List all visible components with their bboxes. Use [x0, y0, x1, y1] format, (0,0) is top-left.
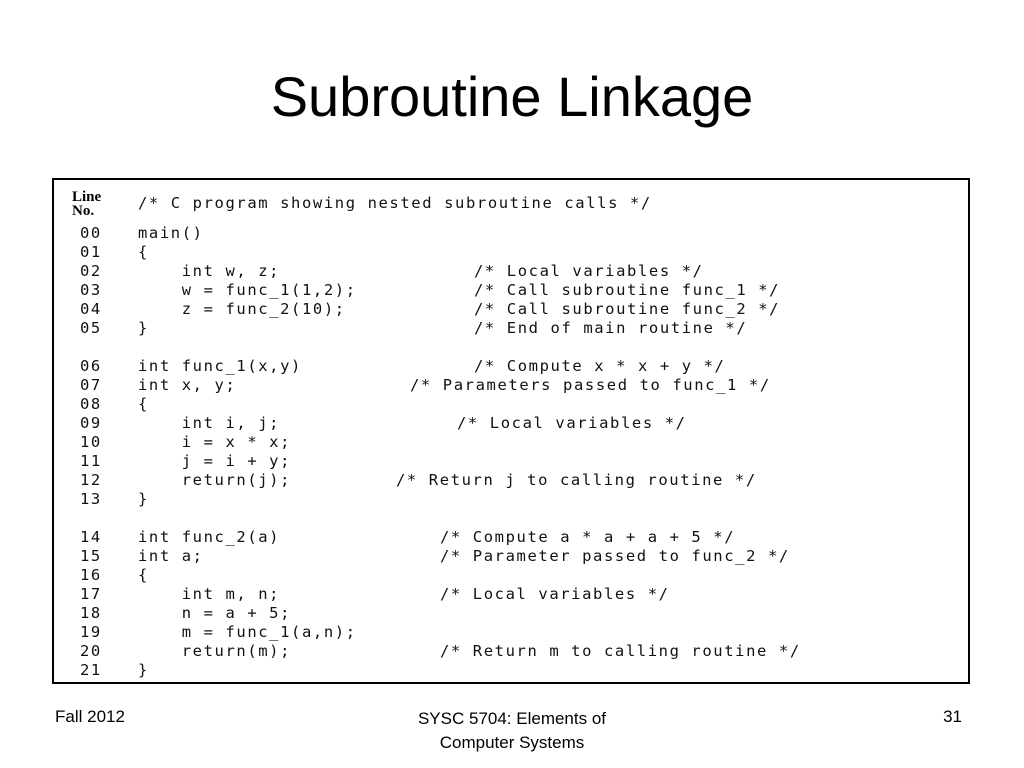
no-header-label: No.	[72, 203, 95, 219]
code-line	[54, 547, 968, 566]
line-comment: /* Local variables */	[474, 262, 704, 280]
line-number: 17	[80, 585, 102, 603]
line-comment: /* Parameter passed to func_2 */	[440, 547, 790, 565]
line-comment: /* Local variables */	[457, 414, 687, 432]
line-number: 00	[80, 224, 102, 242]
line-number: 20	[80, 642, 102, 660]
line-code: }	[138, 490, 149, 508]
line-code: return(m);	[138, 642, 292, 660]
code-line	[54, 661, 968, 680]
code-line	[54, 642, 968, 661]
line-number: 19	[80, 623, 102, 641]
code-line	[54, 471, 968, 490]
code-listing-figure	[52, 178, 970, 684]
line-code: int func_2(a)	[138, 528, 281, 546]
line-header-label: Line	[72, 189, 102, 205]
slide-number: 31	[943, 707, 962, 726]
code-line	[54, 414, 968, 433]
code-line	[54, 395, 968, 414]
code-line	[54, 357, 968, 376]
code-line	[54, 319, 968, 338]
line-number: 02	[80, 262, 102, 280]
code-line	[54, 300, 968, 319]
code-line	[54, 224, 968, 243]
line-number: 06	[80, 357, 102, 375]
line-code: int a;	[138, 547, 204, 565]
line-code: int w, z;	[138, 262, 281, 280]
line-code: j = i + y;	[138, 452, 292, 470]
line-code: i = x * x;	[138, 433, 292, 451]
line-number: 10	[80, 433, 102, 451]
code-line	[54, 281, 968, 300]
code-line	[54, 604, 968, 623]
line-number: 04	[80, 300, 102, 318]
code-line	[54, 433, 968, 452]
line-code: main()	[138, 224, 204, 242]
footer-course-line-1: SYSC 5704: Elements of	[417, 709, 607, 728]
code-line	[54, 623, 968, 642]
code-line	[54, 490, 968, 509]
line-number: 14	[80, 528, 102, 546]
line-number: 01	[80, 243, 102, 261]
code-line	[54, 376, 968, 395]
line-number: 16	[80, 566, 102, 584]
line-code: int x, y;	[138, 376, 237, 394]
line-code: {	[138, 243, 149, 261]
line-number: 18	[80, 604, 102, 622]
line-code: w = func_1(1,2);	[138, 281, 357, 299]
line-comment: /* Call subroutine func_2 */	[474, 300, 781, 318]
slide-title: Subroutine Linkage	[270, 65, 754, 128]
line-number: 08	[80, 395, 102, 413]
line-code: int func_1(x,y)	[138, 357, 302, 375]
line-code: }	[138, 661, 149, 679]
footer-date: Fall 2012	[55, 707, 125, 726]
line-code: z = func_2(10);	[138, 300, 346, 318]
line-code: return(j);	[138, 471, 292, 489]
line-code: m = func_1(a,n);	[138, 623, 357, 641]
line-code: int i, j;	[138, 414, 281, 432]
footer-course-title	[0, 707, 1024, 755]
line-number-column-header	[72, 190, 128, 218]
code-line	[54, 243, 968, 262]
line-comment: /* End of main routine */	[474, 319, 748, 337]
line-number: 07	[80, 376, 102, 394]
line-number: 13	[80, 490, 102, 508]
line-code: {	[138, 566, 149, 584]
line-number: 11	[80, 452, 102, 470]
code-line	[54, 452, 968, 471]
line-code: }	[138, 319, 149, 337]
code-line	[54, 528, 968, 547]
line-comment: /* Return m to calling routine */	[440, 642, 801, 660]
line-comment: /* Return j to calling routine */	[396, 471, 757, 489]
line-number: 12	[80, 471, 102, 489]
line-number: 05	[80, 319, 102, 337]
line-comment: /* Parameters passed to func_1 */	[410, 376, 771, 394]
line-number: 03	[80, 281, 102, 299]
line-code: int m, n;	[138, 585, 281, 603]
line-code: {	[138, 395, 149, 413]
footer-course-line-2: Computer Systems	[439, 733, 585, 752]
line-comment: /* Call subroutine func_1 */	[474, 281, 781, 299]
line-number: 21	[80, 661, 102, 679]
program-header-comment: /* C program showing nested subroutine calls */	[138, 194, 652, 212]
code-line	[54, 262, 968, 281]
line-comment: /* Compute x * x + y */	[474, 357, 726, 375]
code-line	[54, 585, 968, 604]
line-comment: /* Compute a * a + a + 5 */	[440, 528, 736, 546]
line-number: 09	[80, 414, 102, 432]
line-comment: /* Local variables */	[440, 585, 670, 603]
code-line	[54, 566, 968, 585]
line-code: n = a + 5;	[138, 604, 292, 622]
line-number: 15	[80, 547, 102, 565]
